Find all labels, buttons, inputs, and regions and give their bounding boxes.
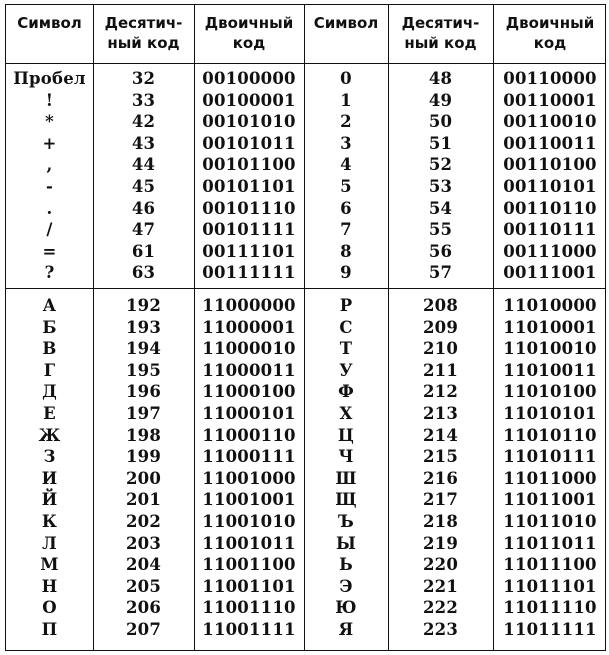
cell-decimal-code: 32 [131, 69, 156, 88]
cell-binary-code: 00111001 [503, 263, 597, 283]
table-row [6, 198, 605, 220]
cell-decimal-code: 56 [428, 241, 453, 261]
cell-decimal-code: 44 [131, 155, 156, 175]
cell-symbol: Ю [335, 598, 357, 618]
cell-symbol: Р [339, 296, 353, 315]
cell-binary-code: 00110010 [503, 112, 597, 132]
cell-symbol: Я [338, 620, 354, 639]
cell-binary-code: 00100001 [202, 90, 296, 110]
table-row [6, 597, 605, 619]
cell-decimal-code: 215 [422, 447, 459, 467]
table-row [6, 219, 605, 241]
cell-decimal-code: 57 [428, 263, 453, 283]
character-codes-table [5, 4, 606, 651]
cell-binary-code: 00110011 [503, 133, 597, 153]
cell-symbol: Й [41, 490, 58, 510]
header-line: Символ [17, 14, 82, 32]
table-row [6, 446, 605, 468]
cell-binary-code: 00110110 [503, 198, 597, 218]
cell-decimal-code: 61 [131, 241, 156, 261]
cell-decimal-code: 193 [125, 317, 162, 337]
table-row [6, 576, 605, 598]
table-row [6, 425, 605, 447]
cell-decimal-code: 206 [125, 598, 162, 618]
cell-symbol: 7 [340, 220, 352, 240]
table-row [6, 403, 605, 425]
cell-symbol: + [42, 133, 57, 153]
cell-binary-code: 11001001 [202, 490, 296, 510]
cell-symbol: Ш [335, 468, 357, 488]
cell-binary-code: 11001101 [202, 576, 296, 596]
cell-binary-code: 00101010 [202, 112, 296, 132]
cell-decimal-code: 211 [422, 360, 459, 380]
cell-decimal-code: 223 [422, 620, 459, 639]
cell-decimal-code: 47 [131, 220, 156, 240]
table-row [6, 262, 605, 284]
table-row [6, 154, 605, 176]
cell-symbol: Ъ [338, 512, 354, 531]
cell-decimal-code: 201 [125, 490, 162, 510]
cell-decimal-code: 45 [131, 177, 156, 196]
table-row [6, 468, 605, 490]
cell-binary-code: 11010010 [503, 339, 597, 359]
table-row [6, 533, 605, 555]
cell-symbol: * [45, 112, 54, 132]
cell-binary-code: 11011011 [503, 533, 597, 553]
cell-binary-code: 11000101 [202, 404, 296, 423]
cell-symbol: . [46, 198, 53, 218]
cell-binary-code: 00101111 [202, 220, 296, 240]
cell-symbol: 4 [340, 155, 352, 175]
table-row [6, 133, 605, 155]
cell-decimal-code: 218 [422, 512, 459, 531]
cell-binary-code: 11001100 [202, 555, 296, 575]
cell-decimal-code: 209 [422, 317, 459, 337]
cell-symbol: 9 [340, 263, 352, 283]
cell-binary-code: 00110100 [503, 155, 597, 175]
cell-symbol: Б [42, 317, 57, 337]
header-divider [6, 63, 605, 64]
table-row [6, 381, 605, 403]
cell-binary-code: 00101101 [202, 177, 296, 196]
cell-decimal-code: 55 [428, 220, 453, 240]
cell-symbol: 3 [340, 133, 352, 153]
cell-decimal-code: 202 [125, 512, 162, 531]
header-symbol [6, 13, 93, 33]
table-row [6, 295, 605, 317]
cell-symbol: - [45, 177, 54, 196]
cell-symbol: Щ [335, 490, 357, 510]
table-row [6, 176, 605, 198]
cell-decimal-code: 222 [422, 598, 459, 618]
cell-decimal-code: 213 [422, 404, 459, 423]
header-line: код [533, 34, 567, 52]
cell-symbol: ! [45, 90, 54, 110]
cell-decimal-code: 208 [422, 296, 459, 315]
cell-binary-code: 11011001 [503, 490, 597, 510]
cell-decimal-code: 216 [422, 468, 459, 488]
cell-symbol: ? [44, 263, 55, 283]
header-binary-code [493, 13, 607, 53]
cell-binary-code: 00110101 [503, 177, 597, 196]
cell-binary-code: 11001010 [202, 512, 296, 531]
table-row [6, 511, 605, 533]
cell-symbol: А [42, 296, 57, 315]
cell-decimal-code: 50 [428, 112, 453, 132]
cell-symbol: Ц [337, 425, 355, 445]
table-row [6, 554, 605, 576]
cell-symbol: Ь [339, 555, 353, 575]
table-row [6, 317, 605, 339]
table-row [6, 489, 605, 511]
cell-decimal-code: 51 [428, 133, 453, 153]
header-line: ный код [107, 34, 180, 52]
cell-decimal-code: 219 [422, 533, 459, 553]
table-row [6, 338, 605, 360]
cell-binary-code: 11010111 [503, 447, 597, 467]
cell-symbol: Ч [338, 447, 354, 467]
header-line: ный код [404, 34, 477, 52]
cell-binary-code: 11010001 [503, 317, 597, 337]
cell-binary-code: 00111111 [202, 263, 296, 283]
cell-binary-code: 00111101 [202, 241, 296, 261]
cell-binary-code: 00100000 [202, 69, 296, 88]
cell-symbol: О [42, 598, 57, 618]
cell-symbol: М [40, 555, 59, 575]
cell-binary-code: 11001000 [202, 468, 296, 488]
header-line: Двоичный [204, 14, 294, 32]
cell-decimal-code: 214 [422, 425, 459, 445]
cell-binary-code: 11011000 [503, 468, 597, 488]
cell-symbol: Ж [38, 425, 61, 445]
cell-symbol: П [41, 620, 58, 639]
cell-decimal-code: 33 [131, 90, 156, 110]
cell-decimal-code: 210 [422, 339, 459, 359]
cell-decimal-code: 43 [131, 133, 156, 153]
cell-decimal-code: 212 [422, 382, 459, 402]
cell-binary-code: 11000000 [202, 296, 296, 315]
cell-decimal-code: 197 [125, 404, 162, 423]
cell-binary-code: 11010000 [503, 296, 597, 315]
cell-binary-code: 11011100 [503, 555, 597, 575]
cell-binary-code: 11011110 [503, 598, 597, 618]
cell-decimal-code: 63 [131, 263, 156, 283]
cell-symbol: Д [42, 382, 57, 402]
header-line: Двоичный [505, 14, 595, 32]
header-line: Десятич- [104, 14, 183, 32]
cell-decimal-code: 220 [422, 555, 459, 575]
cell-symbol: Ф [338, 382, 354, 402]
cell-decimal-code: 48 [428, 69, 453, 88]
cell-decimal-code: 54 [428, 198, 453, 218]
section-divider [6, 288, 605, 289]
cell-binary-code: 00111000 [503, 241, 597, 261]
cell-binary-code: 11001011 [202, 533, 296, 553]
cell-symbol: Пробел [13, 69, 86, 88]
table-row [6, 241, 605, 263]
table-row [6, 360, 605, 382]
header-line: Символ [313, 14, 379, 32]
cell-symbol: Г [43, 360, 56, 380]
cell-symbol: Т [339, 339, 353, 359]
cell-symbol: Х [339, 404, 353, 423]
cell-symbol: З [43, 447, 56, 467]
cell-binary-code: 11000010 [202, 339, 296, 359]
cell-decimal-code: 203 [125, 533, 162, 553]
cell-decimal-code: 217 [422, 490, 459, 510]
cell-symbol: У [339, 360, 353, 380]
header-line: код [232, 34, 266, 52]
cell-binary-code: 00101100 [202, 155, 296, 175]
cell-decimal-code: 207 [125, 620, 162, 639]
cell-symbol: 8 [340, 241, 352, 261]
cell-symbol: Л [42, 533, 57, 553]
cell-symbol: Ы [335, 533, 357, 553]
header-binary-code [194, 13, 304, 53]
cell-binary-code: 11011111 [503, 620, 597, 639]
cell-binary-code: 11000111 [202, 447, 296, 467]
cell-symbol: 0 [340, 69, 352, 88]
cell-decimal-code: 196 [125, 382, 162, 402]
cell-binary-code: 11010100 [503, 382, 597, 402]
cell-binary-code: 11000001 [202, 317, 296, 337]
header-decimal-code [388, 13, 493, 53]
header-row [6, 13, 605, 57]
cell-symbol: С [339, 317, 353, 337]
cell-binary-code: 11000110 [202, 425, 296, 445]
cell-binary-code: 00101011 [202, 133, 296, 153]
cell-symbol: В [42, 339, 57, 359]
cell-binary-code: 00110000 [503, 69, 597, 88]
cell-binary-code: 11001111 [202, 620, 296, 639]
cell-symbol: = [42, 241, 57, 261]
cell-decimal-code: 205 [125, 576, 162, 596]
cell-symbol: К [41, 512, 58, 531]
cell-decimal-code: 199 [125, 447, 162, 467]
cell-symbol: 2 [340, 112, 352, 132]
header-symbol [304, 13, 388, 33]
cell-decimal-code: 200 [125, 468, 162, 488]
table-row [6, 619, 605, 641]
cell-decimal-code: 194 [125, 339, 162, 359]
cell-decimal-code: 46 [131, 198, 156, 218]
cell-symbol: Э [339, 576, 353, 596]
cell-symbol: 1 [340, 90, 352, 110]
header-decimal-code [93, 13, 194, 53]
cell-binary-code: 11010011 [503, 360, 597, 380]
cell-binary-code: 00110111 [503, 220, 597, 240]
cell-symbol: Е [43, 404, 56, 423]
cell-binary-code: 11010110 [503, 425, 597, 445]
cell-symbol: / [46, 220, 53, 240]
cell-binary-code: 11001110 [202, 598, 296, 618]
cell-decimal-code: 204 [125, 555, 162, 575]
cell-decimal-code: 221 [422, 576, 459, 596]
cell-decimal-code: 53 [428, 177, 453, 196]
cell-decimal-code: 52 [428, 155, 453, 175]
table-row [6, 90, 605, 112]
cell-binary-code: 00101110 [202, 198, 296, 218]
cell-symbol: , [46, 155, 53, 175]
cell-symbol: 5 [340, 177, 352, 196]
cell-binary-code: 11000011 [202, 360, 296, 380]
header-line: Десятич- [401, 14, 480, 32]
cell-binary-code: 11011010 [503, 512, 597, 531]
table-row [6, 68, 605, 90]
cell-decimal-code: 42 [131, 112, 156, 132]
cell-binary-code: 00110001 [503, 90, 597, 110]
cell-decimal-code: 195 [125, 360, 162, 380]
cell-symbol: И [41, 468, 58, 488]
cell-decimal-code: 49 [428, 90, 453, 110]
cell-decimal-code: 192 [125, 296, 162, 315]
cell-binary-code: 11000100 [202, 382, 296, 402]
cell-symbol: Н [41, 576, 58, 596]
cell-decimal-code: 198 [125, 425, 162, 445]
cell-symbol: 6 [340, 198, 352, 218]
cell-binary-code: 11011101 [503, 576, 597, 596]
cell-binary-code: 11010101 [503, 404, 597, 423]
table-row [6, 111, 605, 133]
